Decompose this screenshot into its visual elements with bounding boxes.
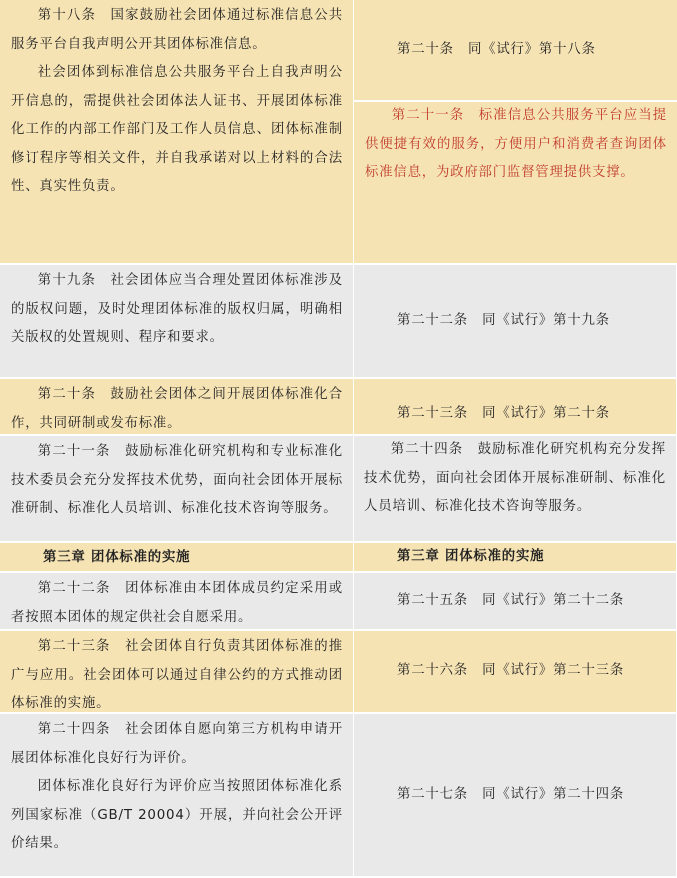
article-24-old-para-2: 团体标准化良好行为评价应当按照团体标准化系列国家标准（GB/T 20004）开展，并向社会公开评价结果。 <box>11 779 343 851</box>
article-18-old-para-2: 社会团体到标准信息公共服务平台上自我声明公开信息的，需提供社会团体法人证书、开展团体标准化工作的内部工作部门及工作人员信息、团体标准制修订程序等相关文件，并自我承诺对以上材料的合法性、真实性负责。 <box>11 65 343 194</box>
article-22-old-text: 第二十二条 团体标准由本团体成员约定采用或者按照本团体的规定供社会自愿采用。 <box>11 581 343 625</box>
article-24-new <box>354 436 677 543</box>
chapter-3-heading-new: 第三章 团体标准的实施 <box>354 543 677 573</box>
article-21-old-text: 第二十一条 鼓励标准化研究机构和专业标准化技术委员会充分发挥技术优势，面向社会团体开展标准研制、标准化人员培训、标准化技术咨询等服务。 <box>11 444 343 516</box>
article-21-new <box>354 102 677 265</box>
article-24-old <box>0 714 354 878</box>
article-22-old <box>0 573 354 631</box>
article-19-old-text: 第十九条 社会团体应当合理处置团体标准涉及的版权问题，及时处理团体标准的版权归属，明确相关版权的处置规则、程序和要求。 <box>11 273 343 345</box>
article-25-new: 第二十五条 同《试行》第二十二条 <box>354 573 677 631</box>
article-21-new-text: 第二十一条 标准信息公共服务平台应当提供便捷有效的服务，方便用户和消费者查询团体标准信息，为政府部门监督管理提供支撑。 <box>365 108 667 180</box>
article-20-old <box>0 379 354 436</box>
article-20-old-text: 第二十条 鼓励社会团体之间开展团体标准化合作，共同研制或发布标准。 <box>11 387 343 431</box>
article-23-new: 第二十三条 同《试行》第二十条 <box>354 379 677 436</box>
chapter-3-heading-old: 第三章 团体标准的实施 <box>0 543 354 573</box>
article-18-old-para-1: 第十八条 国家鼓励社会团体通过标准信息公共服务平台自我声明公开其团体标准信息。 <box>11 8 343 52</box>
article-26-new: 第二十六条 同《试行》第二十三条 <box>354 631 677 714</box>
article-24-new-text: 第二十四条 鼓励标准化研究机构充分发挥技术优势，面向社会团体开展标准研制、标准化人员培训、标准化技术咨询等服务。 <box>364 442 666 514</box>
article-23-old <box>0 631 354 714</box>
article-24-old-para-1: 第二十四条 社会团体自愿向第三方机构申请开展团体标准化良好行为评价。 <box>11 722 343 766</box>
article-23-old-text: 第二十三条 社会团体自行负责其团体标准的推广与应用。社会团体可以通过自律公约的方式推动团体标准的实施。 <box>11 639 343 711</box>
article-20-21-new <box>354 0 677 265</box>
article-18-old <box>0 0 354 265</box>
article-22-new: 第二十二条 同《试行》第十九条 <box>354 265 677 379</box>
article-19-old <box>0 265 354 379</box>
article-21-old <box>0 436 354 543</box>
article-20-new: 第二十条 同《试行》第十八条 <box>354 0 677 102</box>
article-27-new: 第二十七条 同《试行》第二十四条 <box>354 714 677 878</box>
